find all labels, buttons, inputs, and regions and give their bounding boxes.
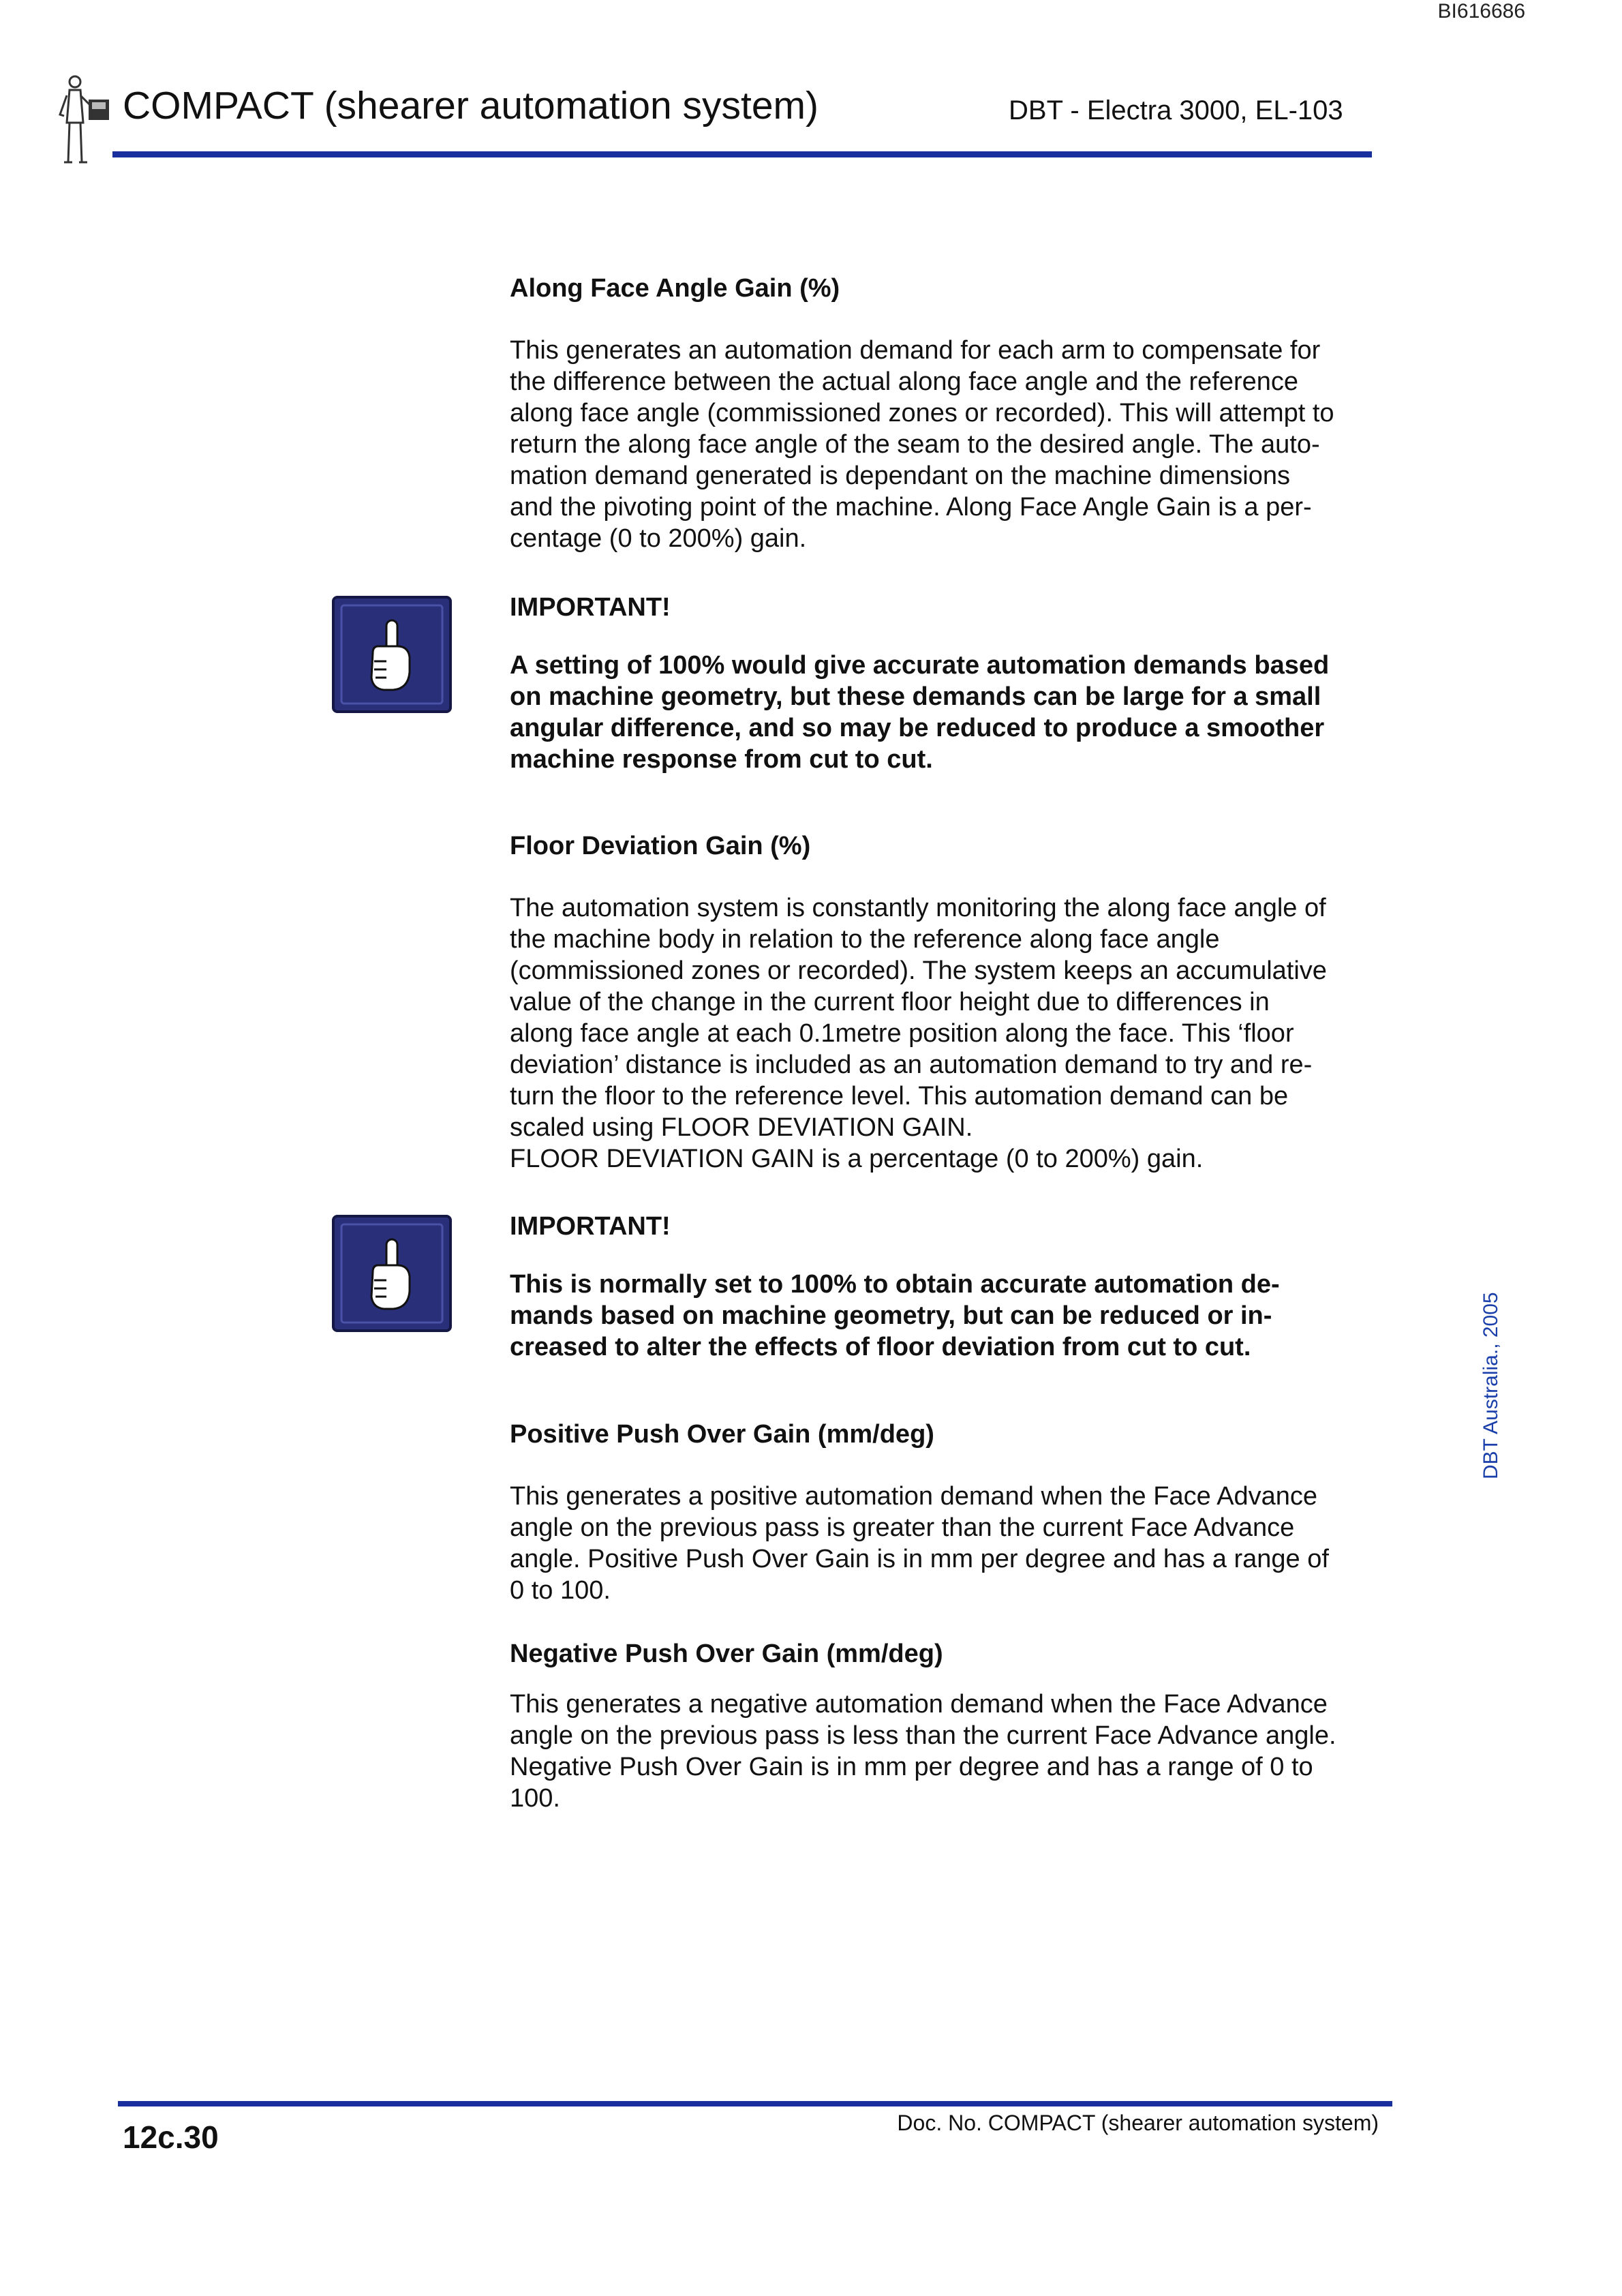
section-body: [510, 1689, 1389, 1814]
section-negative-push-over-gain: [510, 1638, 1389, 1814]
header-machine-name: DBT - Electra 3000, EL-103: [1009, 95, 1343, 125]
text-line: and the pivoting point of the machine. Along Face Angle Gain is a per-: [510, 493, 1312, 522]
section-floor-deviation-gain: [510, 830, 1389, 1175]
section-body: [510, 1481, 1389, 1606]
text-line: along face angle (commissioned zones or recorded). This will attempt to: [510, 399, 1334, 427]
text-line: deviation’ distance is included as an automation demand to try and re-: [510, 1051, 1313, 1079]
text-line: return the along face angle of the seam to the desired angle. The auto-: [510, 430, 1320, 459]
text-line: angular difference, and so may be reduced to produce a smoother: [510, 714, 1325, 742]
header-divider: [112, 151, 1372, 157]
text-line: angle on the previous pass is greater than the current Face Advance: [510, 1513, 1295, 1542]
text-line: the difference between the actual along face angle and the reference: [510, 367, 1299, 396]
pointing-hand-icon: [332, 596, 452, 713]
text-line: 0 to 100.: [510, 1576, 611, 1605]
section-heading: Floor Deviation Gain (%): [510, 832, 811, 860]
important-body: [510, 650, 1389, 775]
section-along-face-angle-gain: [510, 273, 1389, 554]
side-credit: [1475, 1275, 1516, 1479]
text-line: 100.: [510, 1784, 560, 1813]
text-line: scaled using FLOOR DEVIATION GAIN.: [510, 1113, 973, 1142]
text-line: mation demand generated is dependant on the machine dimensions: [510, 462, 1290, 490]
important-heading: IMPORTANT!: [510, 1212, 671, 1241]
section-heading: Along Face Angle Gain (%): [510, 274, 840, 303]
text-line: angle on the previous pass is less than the current Face Advance angle.: [510, 1721, 1336, 1750]
pointing-hand-icon: [332, 1215, 452, 1332]
text-line: This generates an automation demand for each arm to compensate for: [510, 336, 1321, 365]
text-line: mands based on machine geometry, but can be reduced or in-: [510, 1301, 1272, 1330]
section-positive-push-over-gain: [510, 1419, 1389, 1606]
text-line: turn the floor to the reference level. This automation demand can be: [510, 1082, 1289, 1111]
worker-figure-icon: [56, 75, 112, 165]
text-line: The automation system is constantly monitoring the along face angle of: [510, 894, 1326, 922]
page-number: 12c.30: [123, 2119, 219, 2155]
important-body: [510, 1269, 1389, 1363]
text-line: This generates a negative automation demand when the Face Advance: [510, 1690, 1328, 1719]
section-heading: Negative Push Over Gain (mm/deg): [510, 1640, 943, 1668]
footer-divider: [118, 2101, 1392, 2106]
text-line: on machine geometry, but these demands can be large for a small: [510, 682, 1321, 711]
section-body: [510, 335, 1389, 554]
text-line: along face angle at each 0.1metre position along the face. This ‘floor: [510, 1019, 1294, 1048]
text-line: (commissioned zones or recorded). The system keeps an accumulative: [510, 956, 1327, 985]
important-heading: IMPORTANT!: [510, 593, 671, 622]
header-title: COMPACT (shearer automation system): [123, 84, 819, 127]
important-note-1: [510, 592, 1389, 775]
text-line: A setting of 100% would give accurate automation demands based: [510, 651, 1330, 680]
text-line: Negative Push Over Gain is in mm per degree and has a range of 0 to: [510, 1753, 1313, 1781]
text-line: machine response from cut to cut.: [510, 745, 933, 774]
text-line: creased to alter the effects of floor deviation from cut to cut.: [510, 1333, 1251, 1361]
text-line: This is normally set to 100% to obtain accurate automation de-: [510, 1270, 1280, 1299]
document-id: BI616686: [1437, 0, 1525, 22]
important-note-2: [510, 1211, 1389, 1363]
text-line: the machine body in relation to the reference along face angle: [510, 925, 1220, 954]
footer-document-number: Doc. No. COMPACT (shearer automation system): [897, 2111, 1379, 2135]
text-line: value of the change in the current floor height due to differences in: [510, 988, 1270, 1016]
text-line: This generates a positive automation demand when the Face Advance: [510, 1482, 1318, 1511]
section-heading: Positive Push Over Gain (mm/deg): [510, 1420, 934, 1449]
text-line: angle. Positive Push Over Gain is in mm per degree and has a range of: [510, 1545, 1329, 1573]
text-line: centage (0 to 200%) gain.: [510, 524, 807, 553]
side-credit-text: DBT Australia., 2005: [1480, 1292, 1502, 1479]
section-body: [510, 892, 1389, 1175]
text-line: FLOOR DEVIATION GAIN is a percentage (0 to 200%) gain.: [510, 1145, 1204, 1173]
